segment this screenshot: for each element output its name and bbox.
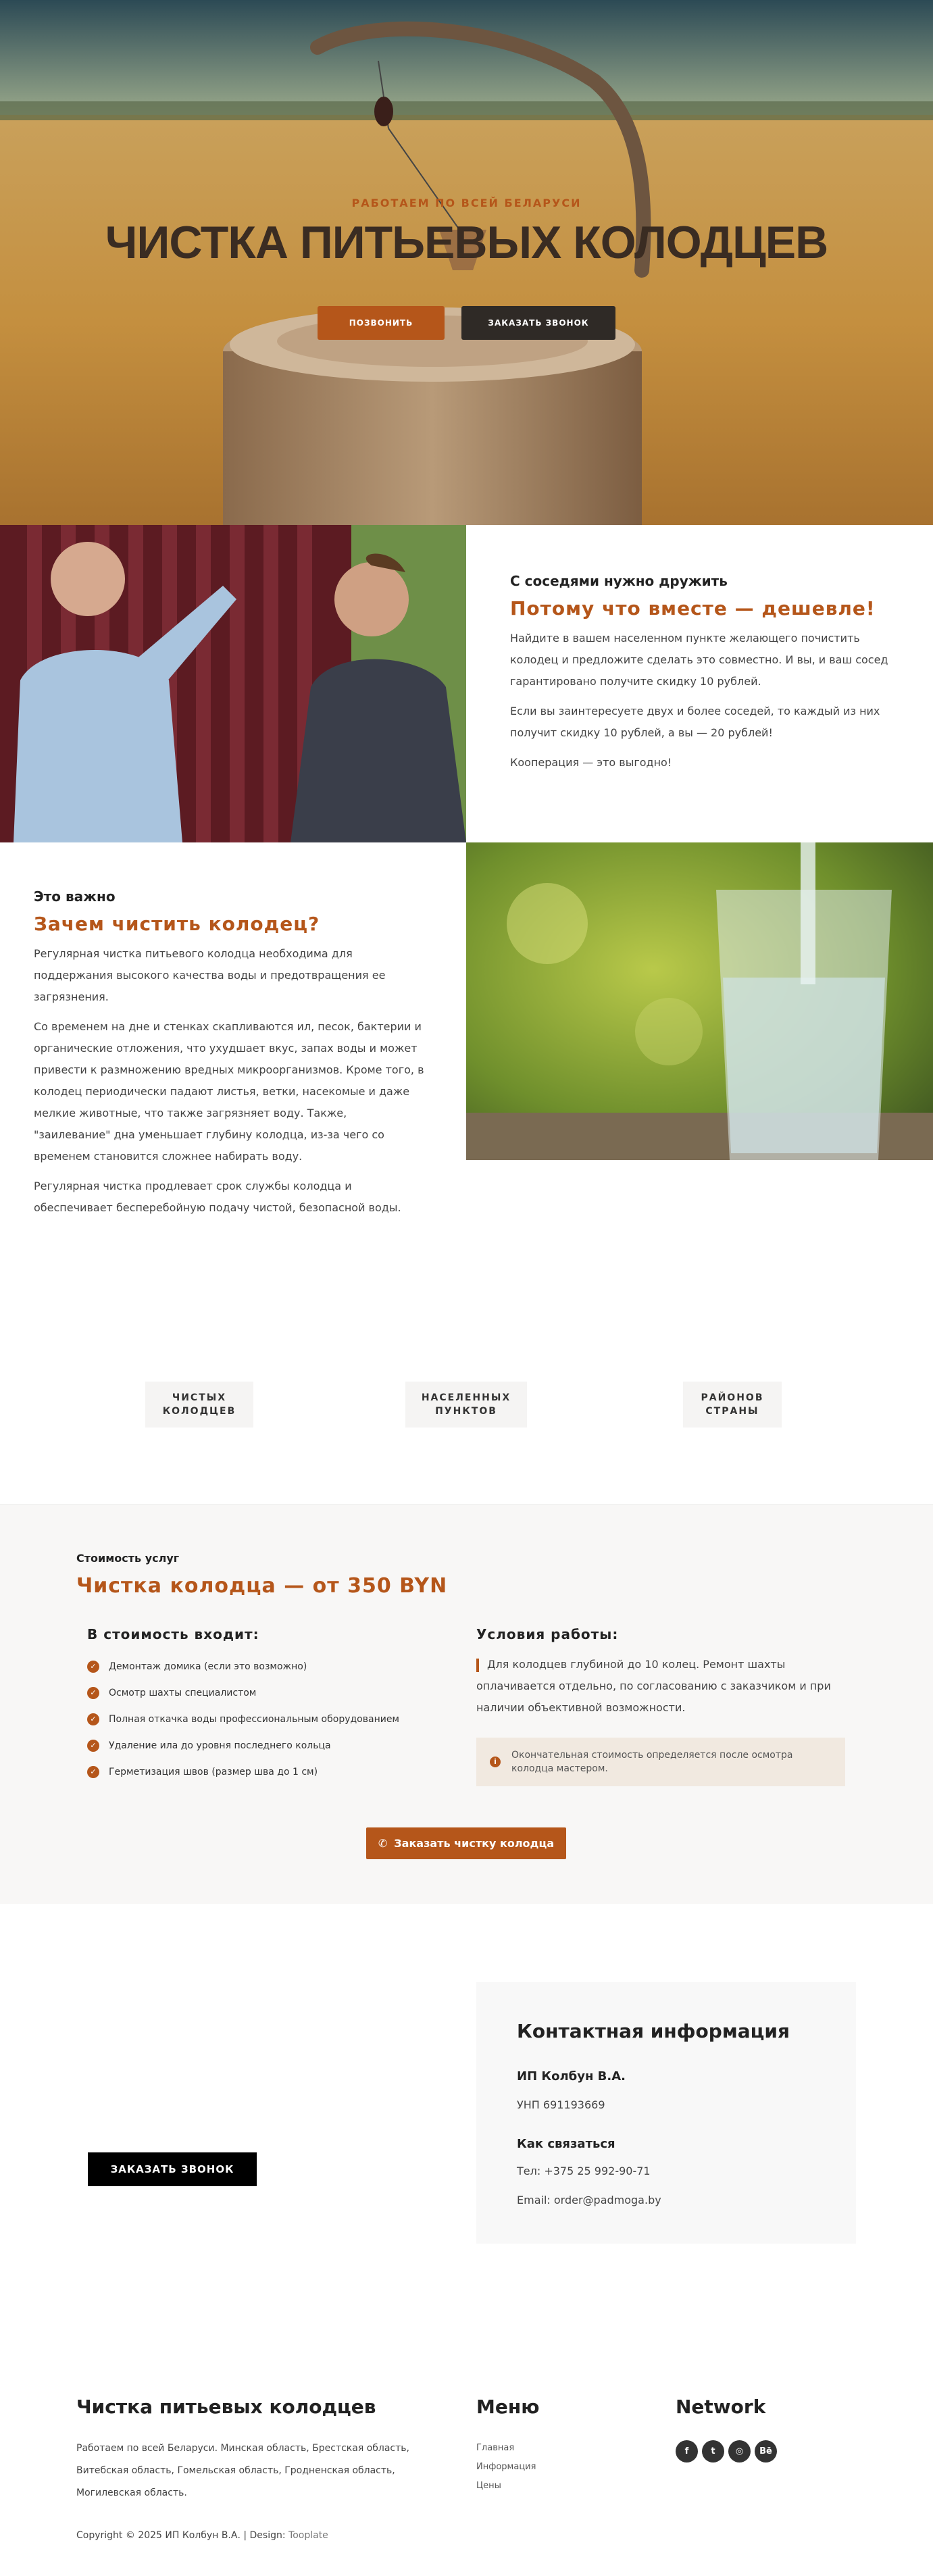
hero-title: ЧИСТКА ПИТЬЕВЫХ КОЛОДЦЕВ (105, 217, 828, 268)
info-icon: i (490, 1757, 501, 1767)
why-paragraph: Регулярная чистка продлевает срок службы колодца и обеспечивает бесперебойную подачу чистой, безопасной воды. (34, 1180, 401, 1214)
neighbors-headline: Потому что вместе — дешевле! (510, 597, 876, 620)
footer-about: Работаем по всей Беларуси. Минская область, Брестская область, Витебская область, Гомельская область, Гродненская область, Могилевская область. (76, 2443, 409, 2498)
footer-network-title: Network (676, 2396, 766, 2418)
behance-icon[interactable]: Bē (755, 2440, 777, 2463)
contact-box (476, 1982, 856, 2244)
stat-clean-wells (145, 1382, 253, 1428)
footer-title: Чистка питьевых колодцев (76, 2396, 376, 2418)
check-icon: ✓ (87, 1740, 99, 1752)
social-links (676, 2440, 777, 2463)
includes-item-label: Удаление ила до уровня последнего кольца (109, 1740, 331, 1751)
footer-menu-title: Меню (476, 2396, 540, 2418)
check-icon: ✓ (87, 1766, 99, 1778)
includes-item-label: Герметизация швов (размер шва до 1 см) (109, 1766, 318, 1777)
order-cleaning-button[interactable] (366, 1827, 566, 1859)
pricing-title: Чистка колодца — от 350 BYN (76, 1574, 448, 1598)
footer-menu-item-prices[interactable]: Цены (476, 2481, 501, 2491)
neighbors-text-block (510, 573, 888, 774)
includes-list (87, 1653, 399, 1785)
conditions-text (476, 1654, 855, 1719)
company-unp: УНП 691193669 (517, 2098, 605, 2111)
neighbors-image (0, 525, 466, 842)
why-text-block (34, 888, 426, 1219)
why-paragraph: Со временем на дне и стенках скапливаются ил, песок, бактерии и органические отложения, что ухудшает вкус, запах воды и может привести к размножению вредных микроорганизмов. Кроме того, в колодец периодически падают листья, ветки, насекомые и даже мелкие животные, что также загрязняет воду. Также, "заилевание" дна уменьшает глубину колодца, из-за чего со временем становится сложнее набирать воду. (34, 1020, 424, 1163)
footer-menu-item-home[interactable]: Главная (476, 2443, 515, 2453)
hero-subtitle: РАБОТАЕМ ПО ВСЕЙ БЕЛАРУСИ (351, 197, 582, 209)
includes-item (87, 1680, 399, 1706)
facebook-icon[interactable]: f (676, 2440, 698, 2463)
includes-item (87, 1759, 399, 1785)
stat-settlements (405, 1382, 527, 1428)
company-name: ИП Колбун В.А. (517, 2069, 626, 2083)
callback-button[interactable]: ЗАКАЗАТЬ ЗВОНОК (88, 2152, 257, 2186)
includes-item (87, 1732, 399, 1759)
contact-phone[interactable]: Тел: +375 25 992-90-71 (517, 2165, 651, 2177)
accent-bar (476, 1659, 479, 1672)
neighbors-kicker: С соседями нужно дружить (510, 573, 728, 589)
conditions-title: Условия работы: (476, 1626, 619, 1642)
stat-label: СТРАНЫ (705, 1406, 759, 1417)
check-icon: ✓ (87, 1661, 99, 1673)
dribbble-icon[interactable]: ◎ (728, 2440, 751, 2463)
stat-label: КОЛОДЦЕВ (162, 1406, 236, 1417)
includes-item (87, 1653, 399, 1680)
neighbors-paragraph: Найдите в вашем населенном пункте желающего почистить колодец и предложите сделать это совместно. И вы, и ваш сосед гарантировано получите скидку 10 рублей. (510, 632, 888, 688)
why-headline: Зачем чистить колодец? (34, 913, 320, 935)
stat-label: ПУНКТОВ (435, 1406, 497, 1417)
how-to-contact-title: Как связаться (517, 2137, 615, 2151)
price-note (476, 1738, 845, 1786)
why-paragraph: Регулярная чистка питьевого колодца необходима для поддержания высокого качества воды и предотвращения ее загрязнения. (34, 947, 386, 1003)
copyright (76, 2530, 328, 2541)
pricing-kicker: Стоимость услуг (76, 1552, 180, 1565)
footer-menu-item-info[interactable]: Информация (476, 2462, 536, 2472)
stat-label: ЧИСТЫХ (172, 1392, 227, 1403)
hero-section (0, 0, 933, 525)
includes-title: В стоимость входит: (87, 1626, 259, 1642)
twitter-icon[interactable]: t (702, 2440, 724, 2463)
price-note-text: Окончательная стоимость определяется после осмотра колодца мастером. (511, 1750, 793, 1774)
contact-email[interactable]: Email: order@padmoga.by (517, 2194, 661, 2206)
includes-item-label: Демонтаж домика (если это возможно) (109, 1661, 307, 1672)
why-kicker: Это важно (34, 888, 116, 905)
water-glass-image (466, 842, 933, 1160)
check-icon: ✓ (87, 1687, 99, 1699)
conditions-text-body: Для колодцев глубиной до 10 колец. Ремонт шахты оплачивается отдельно, по согласованию с заказчиком и при наличии объективной возможности. (476, 1658, 831, 1714)
stat-districts (683, 1382, 782, 1428)
includes-item-label: Полная откачка воды профессиональным оборудованием (109, 1713, 399, 1725)
footer-menu (476, 2439, 536, 2496)
includes-item (87, 1706, 399, 1732)
stat-label: НАСЕЛЕННЫХ (421, 1392, 511, 1403)
order-callback-button[interactable]: ЗАКАЗАТЬ ЗВОНОК (461, 306, 615, 340)
neighbors-paragraph: Если вы заинтересуете двух и более соседей, то каждый из них получит скидку 10 рублей, а вы — 20 рублей! (510, 705, 880, 739)
stat-label: РАЙОНОВ (701, 1392, 764, 1403)
contact-title: Контактная информация (517, 2020, 790, 2042)
copyright-text: Copyright © 2025 ИП Колбун В.А. | Design: (76, 2530, 286, 2541)
neighbors-paragraph: Кооперация — это выгодно! (510, 756, 672, 769)
phone-icon: ✆ (378, 1837, 388, 1850)
check-icon: ✓ (87, 1713, 99, 1725)
designer-link[interactable]: Tooplate (288, 2530, 328, 2541)
order-cleaning-label: Заказать чистку колодца (394, 1837, 555, 1850)
call-button[interactable]: ПОЗВОНИТЬ (318, 306, 445, 340)
includes-item-label: Осмотр шахты специалистом (109, 1687, 257, 1698)
